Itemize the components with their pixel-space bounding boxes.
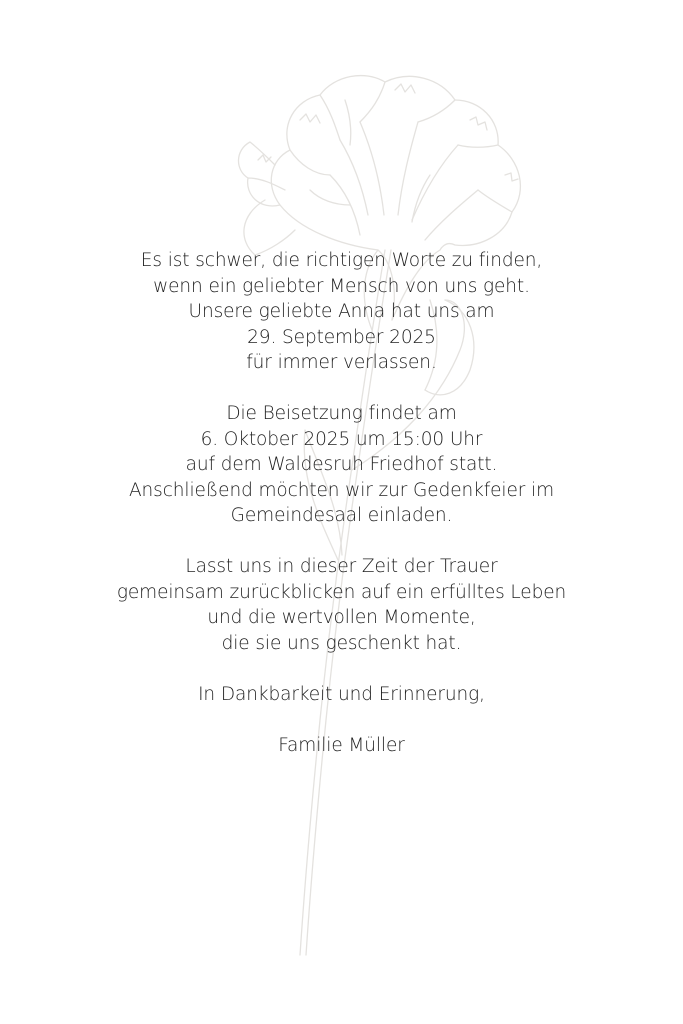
funeral-date-time: 6. Oktober 2025 um 15:00 Uhr bbox=[200, 428, 483, 450]
signature: Familie Müller bbox=[278, 734, 405, 756]
text-line: Gemeindesaal einladen. bbox=[230, 505, 453, 526]
memorial-text bbox=[0, 248, 683, 784]
text-line: wenn ein geliebter Mensch von uns geht. bbox=[153, 275, 530, 297]
text-line: für immer verlassen. bbox=[246, 352, 437, 373]
text-line: Es ist schwer, die richtigen Worte zu finden, bbox=[140, 250, 543, 271]
text-line: Lasst uns in dieser Zeit der Trauer bbox=[185, 556, 498, 577]
reflection-paragraph bbox=[0, 554, 683, 656]
announcement-paragraph bbox=[0, 248, 683, 376]
text-line: Die Beisetzung findet am bbox=[226, 403, 457, 424]
closing-paragraph bbox=[0, 682, 683, 708]
text-line: die sie uns geschenkt hat. bbox=[221, 632, 462, 654]
signature-paragraph bbox=[0, 733, 683, 759]
closing-line: In Dankbarkeit und Erinnerung, bbox=[198, 683, 485, 705]
text-line: und die wertvollen Momente, bbox=[207, 607, 476, 628]
death-date: 29. September 2025 bbox=[247, 326, 436, 348]
text-line: gemeinsam zurückblicken auf ein erfülltes Leben bbox=[116, 581, 567, 603]
text-line: Unsere geliebte Anna hat uns am bbox=[188, 301, 495, 322]
funeral-details-paragraph bbox=[0, 401, 683, 529]
funeral-location: auf dem Waldesruh Friedhof statt. bbox=[185, 454, 498, 475]
text-line: Anschließend möchten wir zur Gedenkfeier im bbox=[128, 479, 555, 501]
